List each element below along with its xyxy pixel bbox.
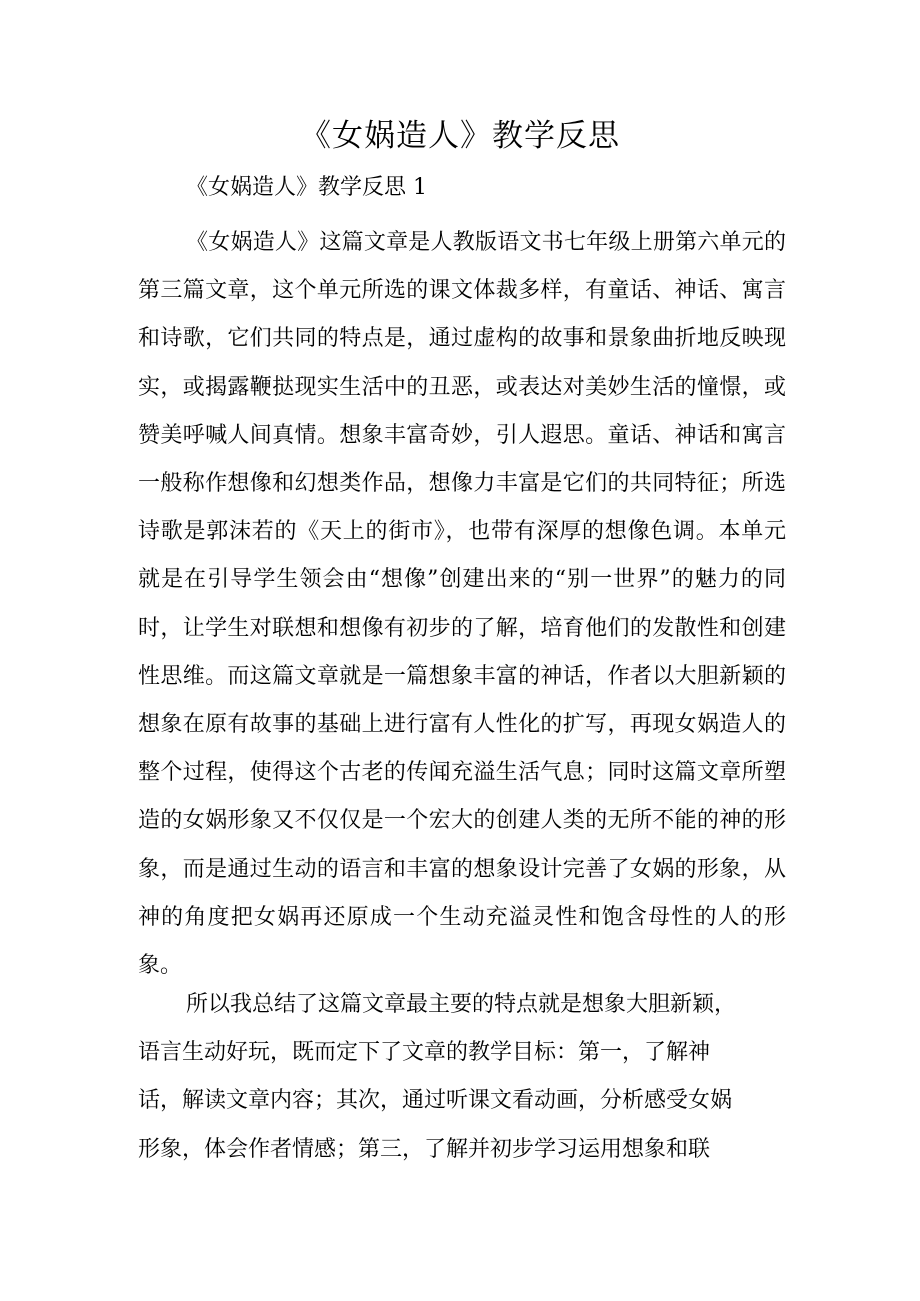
paragraph-line: 所以我总结了这篇文章最主要的特点就是想象大胆新颖， <box>186 992 737 1017</box>
paragraph-line: 形象，体会作者情感；第三，了解并初步学习运用想象和联 <box>138 1136 711 1162</box>
paragraph-line: 话，解读文章内容；其次，通过听课文看动画，分析感受女娲 <box>138 1088 733 1114</box>
body-paragraph-1: 《女娲造人》这篇文章是人教版语文书七年级上册第六单元的第三篇文章，这个单元所选的课文体裁多样，有童话、神话、寓言和诗歌，它们共同的特点是，通过虚构的故事和景象曲折地反映现实，或揭露鞭挞现实生活中的丑恶，或表达对美妙生活的憧憬，或赞美呼喊人间真情。想象丰富奇妙，引人遐思。童话、神话和寓言一般称作想像和幻想类作品，想像力丰富是它们的共同特征；所选诗歌是郭沫若的《天上的街市》，也带有深厚的想像色调。本单元就是在引导学生领会由“想像”创建出来的“别一世界”的魅力的同时，让学生对联想和想像有初步的了解，培育他们的发散性和创建性思维。而这篇文章就是一篇想象丰富的神话，作者以大胆新颖的想象在原有故事的基础上进行富有人性化的扩写，再现女娲造人的整个过程，使得这个古老的传闻充溢生活气息；同时这篇文章所塑造的女娲形象又不仅仅是一个宏大的创建人类的无所不能的神的形象，而是通过生动的语言和丰富的想象设计完善了女娲的形象，从神的角度把女娲再还原成一个生动充溢灵性和饱含母性的人的形象。 <box>138 230 786 979</box>
paragraph-line: 语言生动好玩，既而定下了文章的教学目标：第一，了解神 <box>138 1040 711 1066</box>
document-title: 《女娲造人》教学反思 <box>300 118 620 154</box>
section-heading: 《女娲造人》教学反思 1 <box>186 175 427 200</box>
body-paragraph-2 <box>138 981 786 1174</box>
